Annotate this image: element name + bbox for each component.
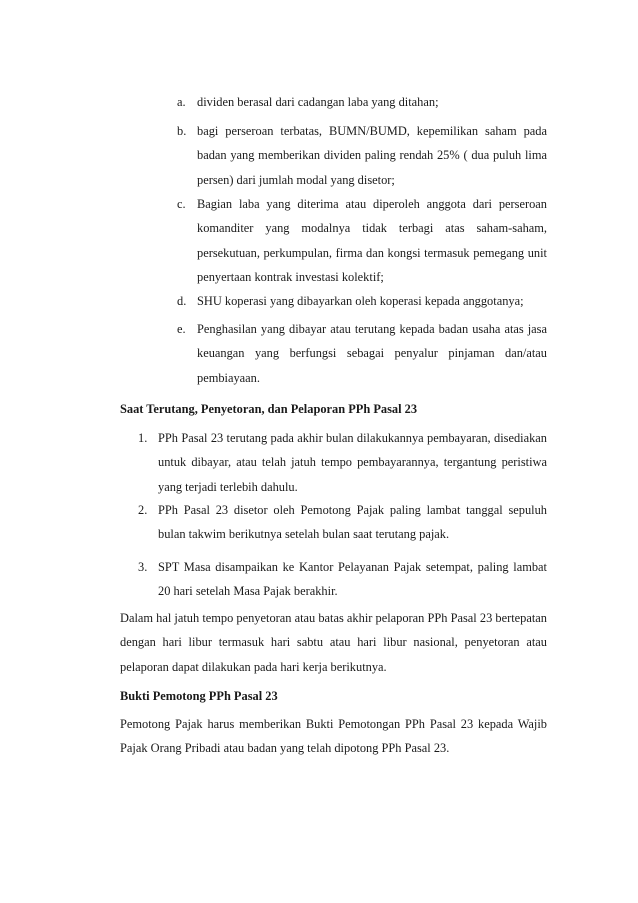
list-marker-2: 2. [138, 503, 148, 517]
list-marker-b: b. [177, 124, 187, 138]
section-heading-bukti-pemotong: Bukti Pemotong PPh Pasal 23 [120, 689, 278, 703]
list-item-e: Penghasilan yang dibayar atau terutang kepada badan usaha atas jasa keuangan yang berfungsi sebagai penyalur pinjaman dan/atau pembiayaan. [197, 322, 547, 385]
body-paragraph-jatuh-tempo: Dalam hal jatuh tempo penyetoran atau batas akhir pelaporan PPh Pasal 23 bertepatan dengan hari libur termasuk hari sabtu atau hari libur nasional, penyetoran atau pelaporan dapat dilakukan pada hari kerja berikutnya. [120, 611, 547, 674]
list-item-d: SHU koperasi yang dibayarkan oleh koperasi kepada anggotanya; [197, 294, 524, 308]
list-item-3: SPT Masa disampaikan ke Kantor Pelayanan Pajak setempat, paling lambat 20 hari setelah Masa Pajak berakhir. [158, 560, 547, 599]
section-heading-saat-terutang: Saat Terutang, Penyetoran, dan Pelaporan PPh Pasal 23 [120, 402, 418, 416]
list-marker-e: e. [177, 322, 186, 336]
list-marker-a: a. [177, 95, 186, 109]
list-item-1: PPh Pasal 23 terutang pada akhir bulan dilakukannya pembayaran, disediakan untuk dibayar, atau telah jatuh tempo pembayarannya, tergantung peristiwa yang terjadi terlebih dahulu. [158, 431, 547, 494]
list-marker-3: 3. [138, 560, 148, 574]
list-item-b: bagi perseroan terbatas, BUMN/BUMD, kepemilikan saham pada badan yang memberikan dividen paling rendah 25% ( dua puluh lima persen) dari jumlah modal yang disetor; [197, 124, 547, 187]
list-item-2: PPh Pasal 23 disetor oleh Pemotong Pajak paling lambat tanggal sepuluh bulan takwim berikutnya setelah bulan saat terutang pajak. [158, 503, 547, 542]
body-paragraph-bukti-pemotong: Pemotong Pajak harus memberikan Bukti Pemotongan PPh Pasal 23 kepada Wajib Pajak Orang Pribadi atau badan yang telah dipotong PPh Pasal 23. [120, 717, 547, 756]
list-item-c: Bagian laba yang diterima atau diperoleh anggota dari perseroan komanditer yang modalnya tidak terbagi atas saham-saham, persekutuan, perkumpulan, firma dan kongsi termasuk pemegang unit penyertaan kontrak investasi kolektif; [197, 197, 547, 284]
list-marker-c: c. [177, 197, 186, 211]
list-marker-d: d. [177, 294, 187, 308]
list-item-a: dividen berasal dari cadangan laba yang ditahan; [197, 95, 439, 109]
list-marker-1: 1. [138, 431, 148, 445]
